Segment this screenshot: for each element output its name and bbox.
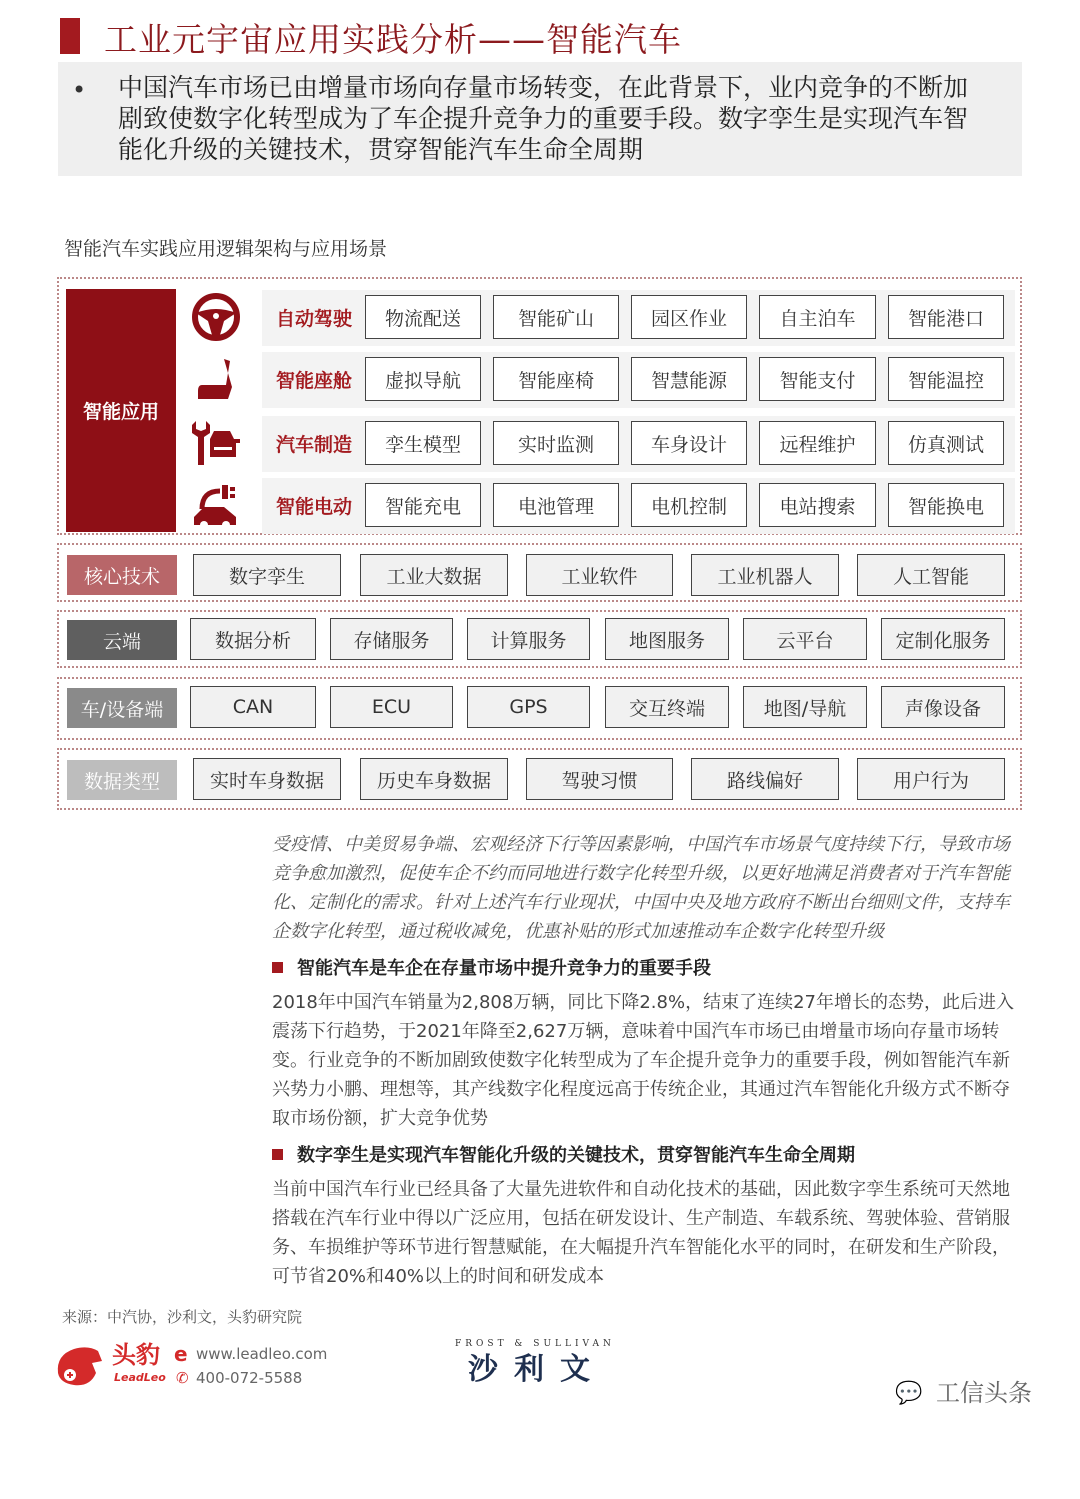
device-item[interactable]: 地图/导航 <box>743 686 867 728</box>
cloud-item[interactable]: 数据分析 <box>190 618 316 660</box>
scenario-box[interactable]: 电机控制 <box>631 483 747 527</box>
section-heading-2: 数字孪生是实现汽车智能化升级的关键技术，贯穿智能汽车生命全周期 <box>272 1143 1017 1169</box>
category-label: 智能座舱 <box>275 370 352 392</box>
leopard-logo-icon <box>54 1343 104 1389</box>
datatype-item[interactable]: 用户行为 <box>857 758 1005 800</box>
scenario-box[interactable]: 物流配送 <box>365 295 481 339</box>
cloud-item[interactable]: 定制化服务 <box>881 618 1005 660</box>
scenario-box[interactable]: 仿真测试 <box>888 421 1004 465</box>
category-label: 智能电动 <box>275 496 352 518</box>
intro-bullet: • <box>72 76 87 104</box>
scenario-box[interactable]: 智能矿山 <box>493 295 619 339</box>
scenario-box[interactable]: 实时监测 <box>493 421 619 465</box>
category-label: 汽车制造 <box>275 434 352 456</box>
frost-cn: 沙利文 <box>468 1352 606 1387</box>
datatype-item[interactable]: 驾驶习惯 <box>526 758 673 800</box>
device-label: 车/设备端 <box>67 688 177 728</box>
phone-icon: ✆ <box>176 1369 189 1387</box>
datatype-label: 数据类型 <box>67 760 177 800</box>
watermark: 工信头条 <box>936 1379 1032 1407</box>
scenario-box[interactable]: 远程维护 <box>759 421 876 465</box>
scenario-box[interactable]: 智能温控 <box>888 357 1004 401</box>
cloud-item[interactable]: 地图服务 <box>605 618 729 660</box>
section-paragraph-1: 2018年中国汽车销量为2,808万辆，同比下降2.8%，结束了连续27年增长的态势，此后进入震荡下行趋势，于2021年降至2,627万辆，意味着中国汽车市场已由增量市场向存量市场转变。行业竞争的不断加剧致使数字化转型成为了车企提升竞争力的重要手段，例如智能汽车新兴势力小鹏、理想等，其产线数字化程度远高于传统企业，其通过汽车智能化升级方式不断夺取市场份额，扩大竞争优势 <box>272 992 1014 1129</box>
category-label: 自动驾驶 <box>275 308 352 330</box>
app-label: 智能应用 <box>66 289 176 532</box>
core-item[interactable]: 数字孪生 <box>193 554 341 596</box>
text-column <box>62 830 1032 1415</box>
core-item[interactable]: 工业软件 <box>526 554 673 596</box>
datatype-item[interactable]: 路线偏好 <box>691 758 839 800</box>
device-item[interactable]: CAN <box>190 686 316 728</box>
cloud-item[interactable]: 存储服务 <box>330 618 453 660</box>
scenario-box[interactable]: 虚拟导航 <box>365 357 481 401</box>
scenario-box[interactable]: 电站搜索 <box>759 483 876 527</box>
source-note: 来源：中汽协，沙利文，头豹研究院 <box>62 1308 303 1326</box>
section-heading-1: 智能汽车是车企在存量市场中提升竞争力的重要手段 <box>272 956 1017 982</box>
leadleo-cn: 头豹 <box>112 1341 160 1369</box>
scenario-box[interactable]: 园区作业 <box>631 295 747 339</box>
leadleo-en: LeadLeo <box>114 1371 166 1384</box>
section-paragraph-2: 当前中国汽车行业已经具备了大量先进软件和自动化技术的基础，因此数字孪生系统可天然地搭载在汽车行业中得以广泛应用，包括在研发设计、生产制造、车载系统、驾驶体验、营销服务、车损维护等环节进行智慧赋能，在大幅提升汽车智能化水平的同时，在研发和生产阶段，可节省20%和40%以上的时间和研发成本 <box>272 1179 1010 1287</box>
scenario-box[interactable]: 车身设计 <box>631 421 747 465</box>
scenario-box[interactable]: 电池管理 <box>493 483 619 527</box>
scenario-box[interactable]: 智能充电 <box>365 483 481 527</box>
core-item[interactable]: 人工智能 <box>857 554 1005 596</box>
datatype-item[interactable]: 历史车身数据 <box>360 758 508 800</box>
scenario-box[interactable]: 智能座椅 <box>493 357 619 401</box>
footer <box>0 1335 1080 1415</box>
wrench-car-icon <box>190 417 242 469</box>
core-item[interactable]: 工业大数据 <box>360 554 508 596</box>
intro-paragraph: 受疫情、中美贸易争端、宏观经济下行等因素影响，中国汽车市场景气度持续下行，导致市场竞争愈加激烈，促使车企不约而同地进行数字化转型升级，以更好地满足消费者对于汽车智能化、定制化的需求。针对上述汽车行业现状，中国中央及地方政府不断出台细则文件，支持车企数字化转型，通过税收减免，优惠补贴的形式加速推动车企数字化转型升级 <box>272 834 1010 942</box>
cloud-item[interactable]: 云平台 <box>743 618 867 660</box>
diagram-title: 智能汽车实践应用逻辑架构与应用场景 <box>64 238 388 260</box>
intro-text: 中国汽车市场已由增量市场向存量市场转变，在此背景下，业内竞争的不断加剧致使数字化转型成为了车企提升竞争力的重要手段。数字孪生是实现汽车智能化升级的关键技术，贯穿智能汽车生命全周期 <box>118 73 969 164</box>
car-seat-icon <box>190 353 242 405</box>
website: www.leadleo.com <box>196 1345 328 1363</box>
device-item[interactable]: 交互终端 <box>605 686 729 728</box>
page-title: 工业元宇宙应用实践分析——智能汽车 <box>104 20 682 59</box>
device-item[interactable]: GPS <box>467 686 590 728</box>
device-item[interactable]: 声像设备 <box>881 686 1005 728</box>
datatype-item[interactable]: 实时车身数据 <box>193 758 341 800</box>
core-item[interactable]: 工业机器人 <box>691 554 839 596</box>
scenario-box[interactable]: 智能港口 <box>888 295 1004 339</box>
core-label: 核心技术 <box>67 555 177 595</box>
scenario-box[interactable]: 智能支付 <box>759 357 876 401</box>
frost-en: FROST & SULLIVAN <box>455 1339 615 1349</box>
cloud-label: 云端 <box>67 620 177 660</box>
scenario-box[interactable]: 智慧能源 <box>631 357 747 401</box>
device-item[interactable]: ECU <box>330 686 453 728</box>
web-icon: e <box>174 1342 188 1366</box>
scenario-box[interactable]: 自主泊车 <box>759 295 876 339</box>
ev-charging-icon <box>190 479 242 531</box>
scenario-box[interactable]: 智能换电 <box>888 483 1004 527</box>
scenario-box[interactable]: 孪生模型 <box>365 421 481 465</box>
cloud-item[interactable]: 计算服务 <box>467 618 590 660</box>
steering-wheel-icon <box>190 291 242 343</box>
phone: 400-072-5588 <box>196 1369 303 1387</box>
wechat-icon: 💬 <box>895 1381 923 1406</box>
title-accent-bar <box>60 18 80 54</box>
